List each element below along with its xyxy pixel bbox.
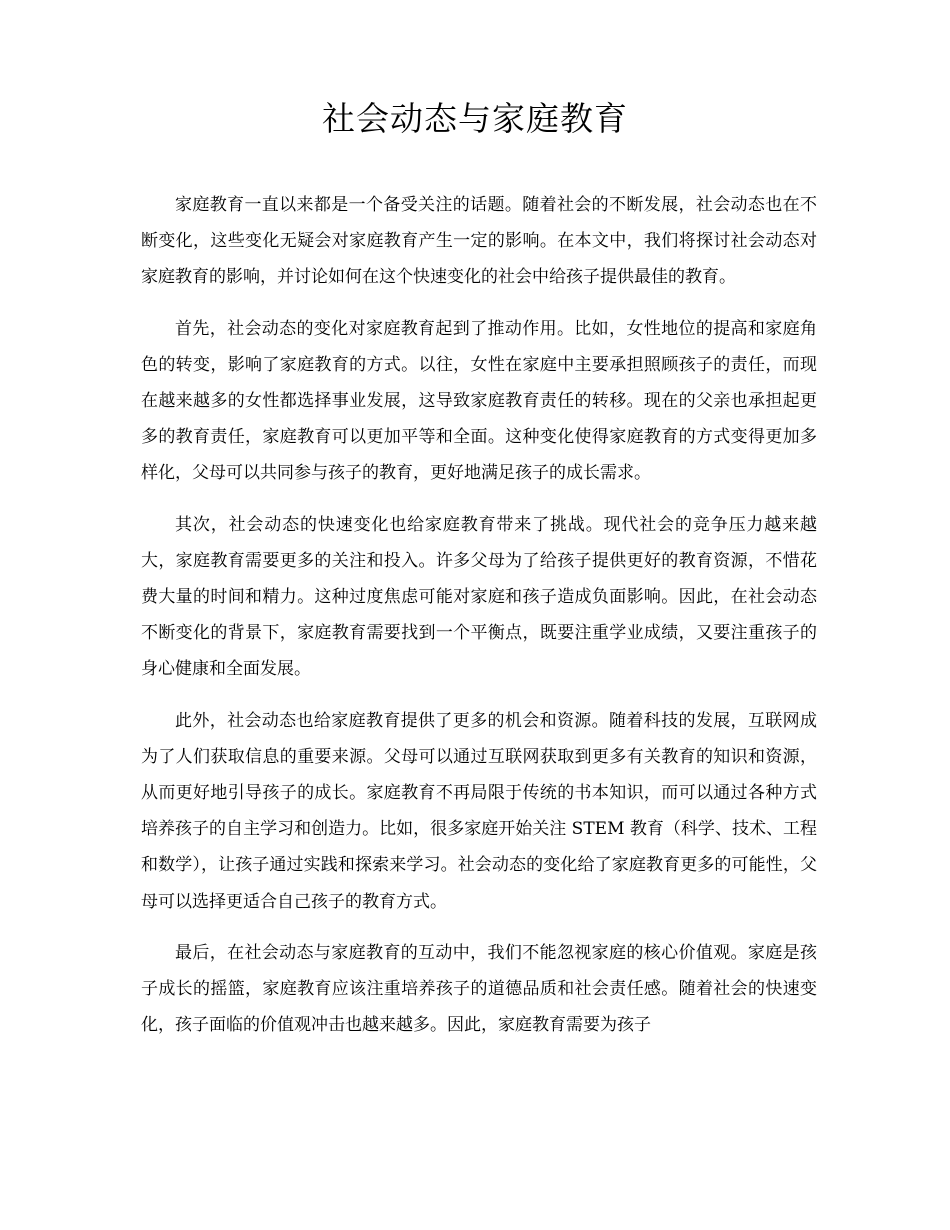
paragraph-1: 家庭教育一直以来都是一个备受关注的话题。随着社会的不断发展，社会动态也在不断变化，这些变化无疑会对家庭教育产生一定的影响。在本文中，我们将探讨社会动态对家庭教育的影响，并讨论如何在这个快速变化的社会中给孩子提供最佳的教育。 [141,195,817,288]
paragraph-2: 首先，社会动态的变化对家庭教育起到了推动作用。比如，女性地位的提高和家庭角色的转变，影响了家庭教育的方式。以往，女性在家庭中主要承担照顾孩子的责任，而现在越来越多的女性都选择事业发展，这导致家庭教育责任的转移。现在的父亲也承担起更多的教育责任，家庭教育可以更加平等和全面。这种变化使得家庭教育的方式变得更加多样化，父母可以共同参与孩子的教育，更好地满足孩子的成长需求。 [141,318,817,484]
paragraph-5: 最后，在社会动态与家庭教育的互动中，我们不能忽视家庭的核心价值观。家庭是孩子成长的摇篮，家庭教育应该注重培养孩子的道德品质和社会责任感。随着社会的快速变化，孩子面临的价值观冲击也越来越多。因此，家庭教育需要为孩子 [141,942,817,1036]
paragraph-4: 此外，社会动态也给家庭教育提供了更多的机会和资源。随着科技的发展，互联网成为了人们获取信息的重要来源。父母可以通过互联网获取到更多有关教育的知识和资源，从而更好地引导孩子的成长。家庭教育不再局限于传统的书本知识，而可以通过各种方式培养孩子的自主学习和创造力。比如，很多家庭开始关注 STEM 教育（科学、技术、工程和数学），让孩子通过实践和探索来学习。社会动态的变化给了家庭教育更多的可能性，父母可以选择更适合自己孩子的教育方式。 [141,710,817,912]
document-body [141,187,817,1058]
paragraph-3: 其次，社会动态的快速变化也给家庭教育带来了挑战。现代社会的竞争压力越来越大，家庭教育需要更多的关注和投入。许多父母为了给孩子提供更好的教育资源，不惜花费大量的时间和精力。这种过度焦虑可能对家庭和孩子造成负面影响。因此，在社会动态不断变化的背景下，家庭教育需要找到一个平衡点，既要注重学业成绩，又要注重孩子的身心健康和全面发展。 [141,514,817,680]
document-title: 社会动态与家庭教育 [322,99,628,138]
